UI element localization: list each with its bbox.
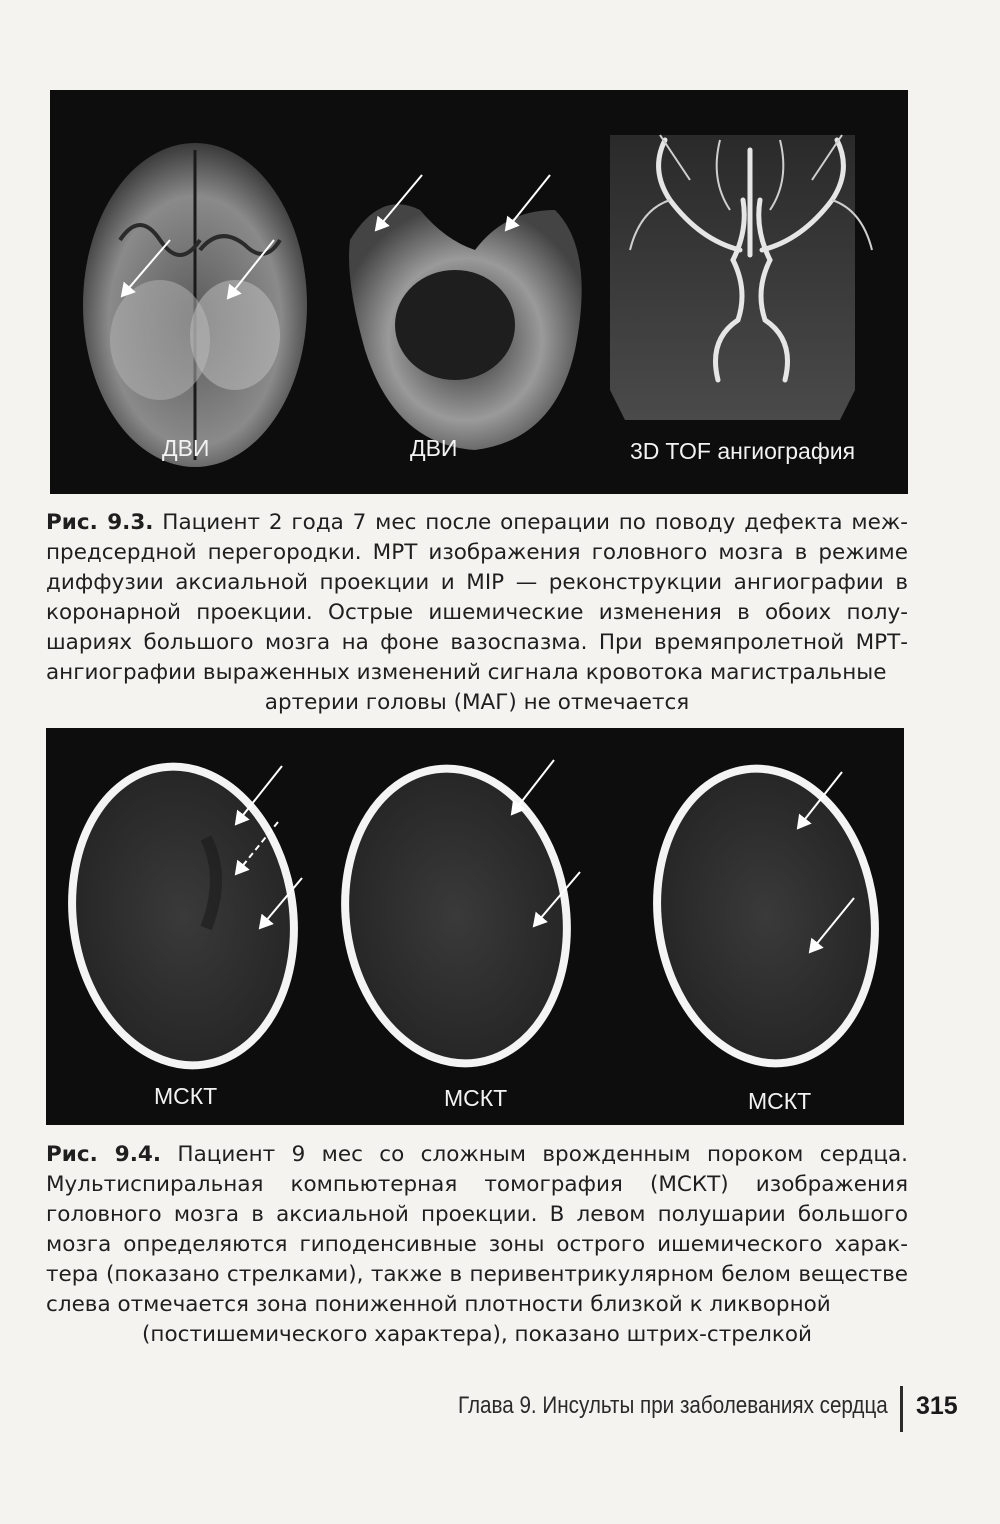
image-label-ct-2: МСКТ: [444, 1085, 508, 1111]
page-footer: [0, 1386, 1000, 1430]
dwi-axial-image-2: [349, 175, 582, 450]
caption-body: Пациент 2 года 7 мес после операции по поводу дефекта межпредсердной перегородки. МРТ изображения головного мозга в режиме диффузии аксиальной проекции и MIP — реконструкции ангиографии в коронарной проекции. Острые ишемические изменения в обоих полушариях большого мозга на фоне вазоспазма. При времяпролетной МРТ-ангиографии выраженных изменений сигнала кровотока магистральные: [46, 510, 908, 685]
ct-axial-image-3: [638, 754, 893, 1077]
figure-9-3-image: [50, 90, 908, 494]
ct-images: [46, 728, 904, 1125]
footer-divider: [900, 1386, 903, 1432]
running-footer-chapter: Глава 9. Инсульты при заболеваниях сердца: [458, 1392, 888, 1419]
image-label-ct-1: МСКТ: [154, 1083, 218, 1109]
image-label-dwi-1: ДВИ: [162, 435, 210, 461]
mri-images: [50, 90, 908, 494]
figure-9-3-caption: [46, 508, 908, 718]
figure-9-4-image: [46, 728, 904, 1125]
figure-9-4-caption: [46, 1140, 908, 1350]
ct-axial-image-1: [53, 752, 313, 1080]
page-number: 315: [916, 1392, 958, 1420]
image-label-tof: 3D TOF ангиография: [630, 438, 856, 464]
caption-body: Пациент 9 мес со сложным врожденным пороком сердца. Мультиспиральная компьютерная томография (МСКТ) изображения головного мозга в аксиальной проекции. В левом полушарии большого мозга определяются гиподенсивные зоны острого ишемического характера (показано стрелками), также в перивентрикулярном белом веществе слева отмечается зона пониженной плотности близкой к ликворной: [46, 1142, 908, 1317]
caption-lead: Рис. 9.4.: [46, 1142, 162, 1167]
image-label-dwi-2: ДВИ: [410, 435, 458, 461]
dwi-axial-image-1: [83, 143, 307, 467]
image-label-ct-3: МСКТ: [748, 1088, 812, 1114]
tof-angiography-image: [610, 135, 872, 420]
caption-lead: Рис. 9.3.: [46, 510, 154, 535]
caption-last-line: артерии головы (МАГ) не отмечается: [264, 690, 690, 715]
ct-axial-image-2: [326, 754, 585, 1078]
caption-last-line: (постишемического характера), показано штрих-стрелкой: [142, 1322, 812, 1347]
